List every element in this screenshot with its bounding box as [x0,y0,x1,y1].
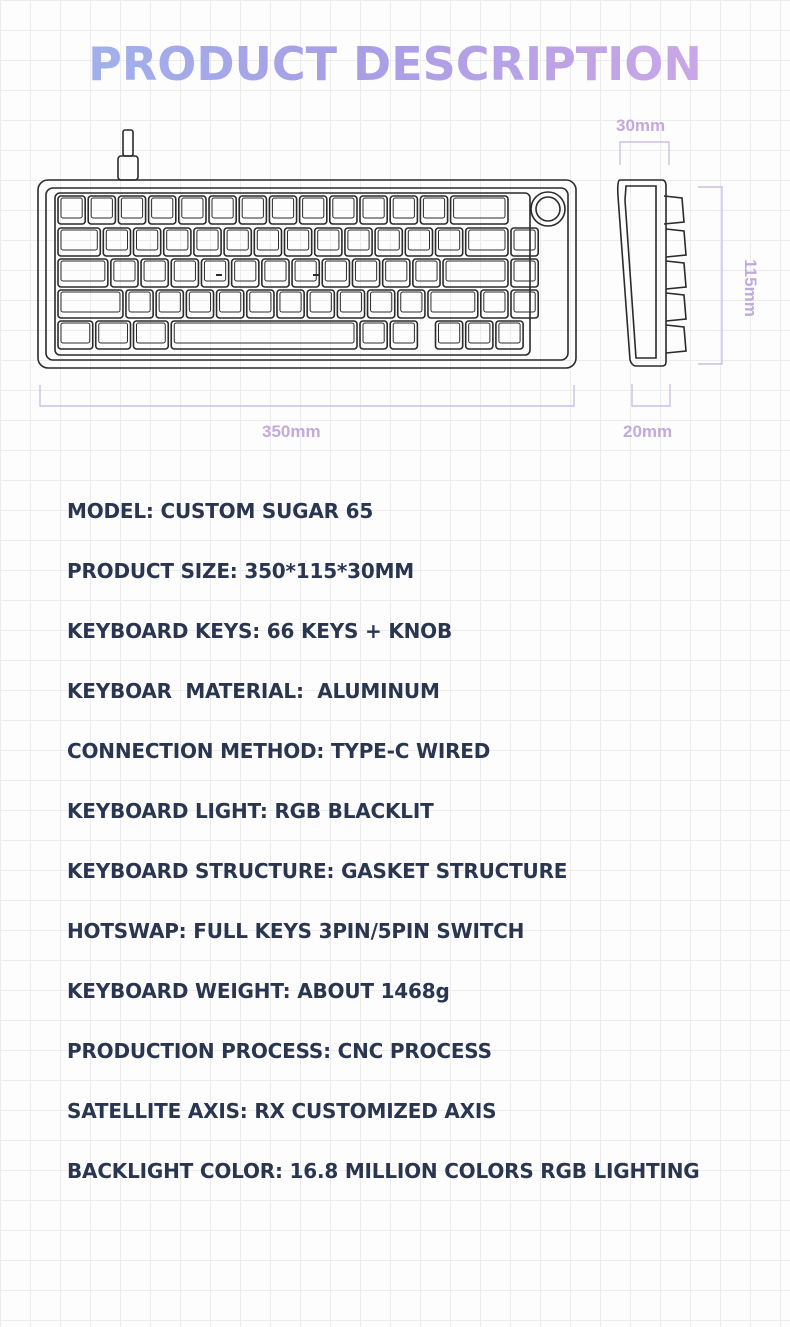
keycap [383,259,410,287]
keycap [398,290,425,318]
keycap [149,196,176,224]
keycap [337,290,364,318]
spec-keyboard-structure: KEYBOARD STRUCTURE: GASKET STRUCTURE [67,859,568,883]
keycap-top [371,292,392,312]
keycap [360,196,387,224]
spec-backlight-color: BACKLIGHT COLOR: 16.8 MILLION COLORS RGB LIGHTING [67,1159,700,1183]
keycap-top [272,198,293,218]
keycap-top [378,230,399,250]
keycap-top [265,261,286,281]
keycap [164,228,191,256]
keycap [330,196,357,224]
keycap-top [197,230,218,250]
keycap [58,290,123,318]
keycap [390,321,417,349]
keycap-top [333,198,354,218]
keycap-top [423,198,444,218]
keycap [58,259,108,287]
keycap-top [469,323,490,343]
side-keycap [666,229,686,257]
keycap-top [363,198,384,218]
keycap [194,228,221,256]
spec-satellite-axis: SATELLITE AXIS: RX CUSTOMIZED AXIS [67,1099,497,1123]
keycap-top [499,323,520,343]
keycap [451,196,508,224]
keycap [247,290,274,318]
keycap-top [469,230,505,250]
keycap-top [355,261,376,281]
keycap-top [129,292,150,312]
keycap [360,321,387,349]
keycap-top [386,261,407,281]
keycap [436,228,463,256]
height-dimension-label: 115mm [740,259,760,317]
keycap [141,259,168,287]
keycap-top [348,230,369,250]
keycap [224,228,251,256]
keycap-top [325,261,346,281]
keycap-top [250,292,271,312]
keycap [277,290,304,318]
keycap-top [257,230,278,250]
keycap-top [212,198,233,218]
keycap-top [393,323,414,343]
keycap-top [137,323,166,343]
keycap [481,290,508,318]
spec-model: MODEL: CUSTOM SUGAR 65 [67,499,374,523]
keycap-top [310,292,331,312]
keycap [443,259,508,287]
keycap [126,290,153,318]
keycap-top [446,261,505,281]
keycap [466,228,508,256]
spec-keyboard-keys: KEYBOARD KEYS: 66 KEYS + KNOB [67,619,453,643]
keycap-top [152,198,173,218]
keycap [232,259,259,287]
keycap [254,228,281,256]
keycap [209,196,236,224]
keycap-top [137,230,158,250]
keycap [436,321,463,349]
keycap-top [61,292,120,312]
keycap [345,228,372,256]
side-case-inner [625,186,656,358]
keycap-top [439,230,460,250]
keyboard-side-view [618,180,686,366]
keycap [292,259,319,287]
keycap [269,196,296,224]
width-dimension-line [40,385,574,406]
spec-hotswap: HOTSWAP: FULL KEYS 3PIN/5PIN SWITCH [67,919,525,943]
keycap [134,321,169,349]
keycap [428,290,478,318]
keycap [118,196,145,224]
keycap [217,290,244,318]
keycap-top [303,198,324,218]
keycap-top [220,292,241,312]
depth-top-dimension-label: 30mm [616,116,666,135]
keyboard-top-view [38,130,576,368]
keycap-top [280,292,301,312]
keycap-top [242,198,263,218]
side-keycap [666,293,686,321]
keycap-top [295,261,316,281]
keycap [171,259,198,287]
keycap [420,196,447,224]
keycap-top [439,323,460,343]
side-keycap [664,196,684,224]
keycap [103,228,130,256]
keycap [511,290,538,318]
keycap [375,228,402,256]
keycap [307,290,334,318]
keycap-top [61,323,90,343]
keycap-top [393,198,414,218]
keycap-top [121,198,142,218]
spec-connection-method: CONNECTION METHOD: TYPE-C WIRED [67,739,491,763]
knob-inner [536,197,560,221]
keycap [262,259,289,287]
keycap [134,228,161,256]
keycap [111,259,138,287]
keycap-top [401,292,422,312]
keycap [285,228,312,256]
keycap-top [340,292,361,312]
side-keycaps [664,196,686,353]
keycap-top [182,198,203,218]
cable [123,130,133,156]
keycap-top [454,198,505,218]
spec-production-process: PRODUCTION PROCESS: CNC PROCESS [67,1039,492,1063]
side-keycap [666,261,686,289]
keycap [58,196,85,224]
keycap [368,290,395,318]
keycap-top [514,292,535,312]
keycap-top [106,230,127,250]
keycap [186,290,213,318]
keycap [58,321,93,349]
keycap-top [99,323,128,343]
keycap [322,259,349,287]
keycap-top [174,323,354,343]
depth-top-dimension-line [620,142,669,165]
keys [58,196,538,349]
keycap-top [91,198,112,218]
keycap [171,321,357,349]
spec-product-size: PRODUCT SIZE: 350*115*30MM [67,559,415,583]
keycap [511,259,538,287]
keyboard-drawing [0,0,790,460]
keycap-top [61,261,105,281]
keycap-top [174,261,195,281]
keycap [466,321,493,349]
keycap-top [431,292,475,312]
keycap-top [227,230,248,250]
keycap [239,196,266,224]
width-dimension-label: 350mm [262,422,321,441]
keycap-top [408,230,429,250]
side-keycap [666,325,686,353]
keycap [88,196,115,224]
keycap-top [61,230,97,250]
cable-connector [118,156,138,180]
keycap [413,259,440,287]
keycap [179,196,206,224]
keycap [496,321,523,349]
keycap-top [318,230,339,250]
keycap [511,228,538,256]
keycap [300,196,327,224]
keycap [58,228,100,256]
keycap-top [167,230,188,250]
keycap-top [514,261,535,281]
keycap [405,228,432,256]
keycap-top [363,323,384,343]
keycap-top [144,261,165,281]
keycap-top [189,292,210,312]
spec-material: KEYBOAR MATERIAL: ALUMINUM [67,679,440,703]
keycap-top [416,261,437,281]
keycap [352,259,379,287]
depth-bottom-dimension-line [632,384,670,406]
keycap-top [288,230,309,250]
keycap [156,290,183,318]
keycap-top [61,198,82,218]
keycap-top [114,261,135,281]
keycap-top [484,292,505,312]
keycap [96,321,131,349]
keycap [201,259,228,287]
keycap [315,228,342,256]
keycap-top [514,230,535,250]
keycap-top [235,261,256,281]
keycap [390,196,417,224]
spec-keyboard-light: KEYBOARD LIGHT: RGB BLACKLIT [67,799,434,823]
spec-keyboard-weight: KEYBOARD WEIGHT: ABOUT 1468g [67,979,450,1003]
depth-bottom-dimension-label: 20mm [623,422,673,441]
keycap-top [204,261,225,281]
height-dimension-line [698,187,722,364]
page-title: PRODUCT DESCRIPTION [0,36,790,92]
keycap-top [159,292,180,312]
